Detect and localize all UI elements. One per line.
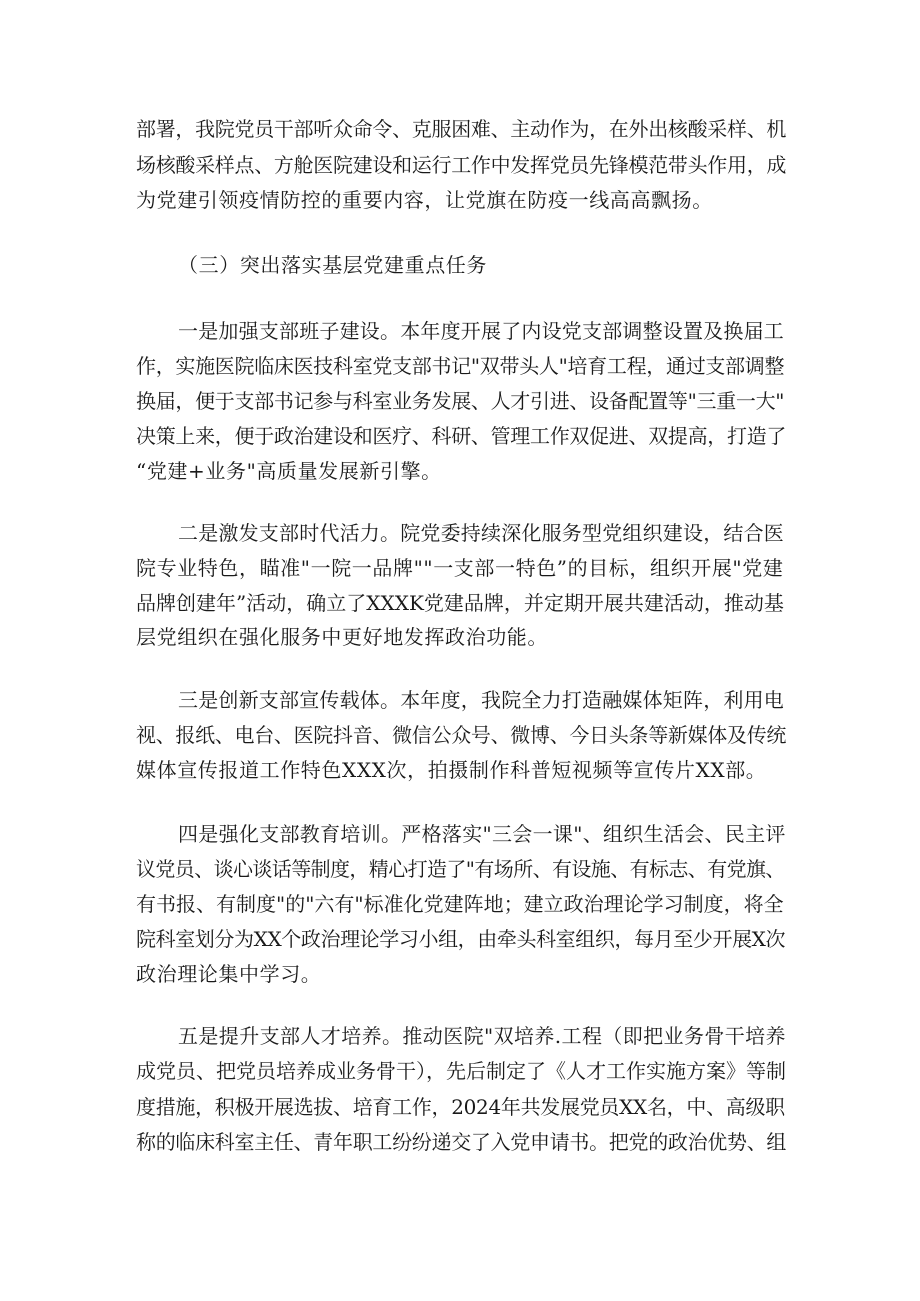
- text-line: 视、报纸、电台、医院抖音、微信公众号、微博、今日头条等新媒体及传统: [136, 723, 787, 747]
- text-line: 称的临床科室主任、青年职工纷纷递交了入党申请书。把党的政治优势、组: [136, 1130, 787, 1154]
- text-line: 议党员、谈心谈话等制度，精心打造了"有场所、有设施、有标志、有党旗、: [136, 857, 785, 881]
- heading-text: （三）突出落实基层党建重点任务: [178, 253, 487, 277]
- text-line: 四是强化支部教育培训。严格落实"三会一课"、组织生活会、民主评: [178, 822, 786, 846]
- text-line: 场核酸采样点、方舱医院建设和运行工作中发挥党员先锋模范带头作用，成: [136, 153, 787, 177]
- text-line: 二是激发支部时代活力。院党委持续深化服务型党组织建设，结合医: [178, 521, 784, 545]
- text-line: 院专业特色，瞄准"一院一品牌""一支部一特色”的目标，组织开展"党建: [136, 556, 784, 580]
- text-line: 媒体宣传报道工作特色XXX次，拍摄制作科普短视频等宣传片XX部。: [136, 758, 767, 782]
- text-line: 为党建引领疫情防控的重要内容，让党旗在防疫一线高高飘扬。: [136, 188, 713, 212]
- text-line: 作，实施医院临床医技科室党支部书记"双带头人"培育工程，通过支部调整: [136, 354, 785, 378]
- text-line: 成党员、把党员培养成业务骨干），先后制定了《人才工作实施方案》等制: [136, 1059, 786, 1083]
- text-line: 有书报、有制度"的"六有"标准化党建阵地；建立政治理论学习制度，将全: [136, 892, 784, 916]
- text-line: 换届，便于支部书记参与科室业务发展、人才引进、设备配置等"三重一大": [136, 389, 785, 413]
- text-line: 层党组织在强化服务中更好地发挥政治功能。: [136, 625, 548, 649]
- text-line: 三是创新支部宣传载体。本年度，我院全力打造融媒体矩阵，利用电: [178, 688, 784, 712]
- text-line: 一是加强支部班子建设。本年度开展了内设党支部调整设置及换届工: [178, 319, 784, 343]
- text-line: 决策上来，便于政治建设和医疗、科研、管理工作双促进、双提高，打造了: [136, 424, 787, 448]
- text-line: 五是提升支部人才培养。推动医院"双培养.工程（即把业务骨干培养: [178, 1024, 786, 1048]
- text-line: 度措施，积极开展选拔、培育工作，2024年共发展党员XX名，中、高级职: [136, 1095, 785, 1119]
- text-line: “党建+业务"高质量发展新引擎。: [136, 459, 442, 483]
- text-line: 部署，我院党员干部听众命令、克服困难、主动作为，在外出核酸采样、机: [136, 117, 787, 141]
- text-line: 政治理论集中学习。: [136, 962, 322, 986]
- text-line: 院科室划分为XX个政治理论学习小组，由牵头科室组织，每月至少开展X次: [136, 927, 786, 951]
- text-line: 品牌创建年”活动，确立了XXXK党建品牌，并定期开展共建活动，推动基: [136, 591, 784, 615]
